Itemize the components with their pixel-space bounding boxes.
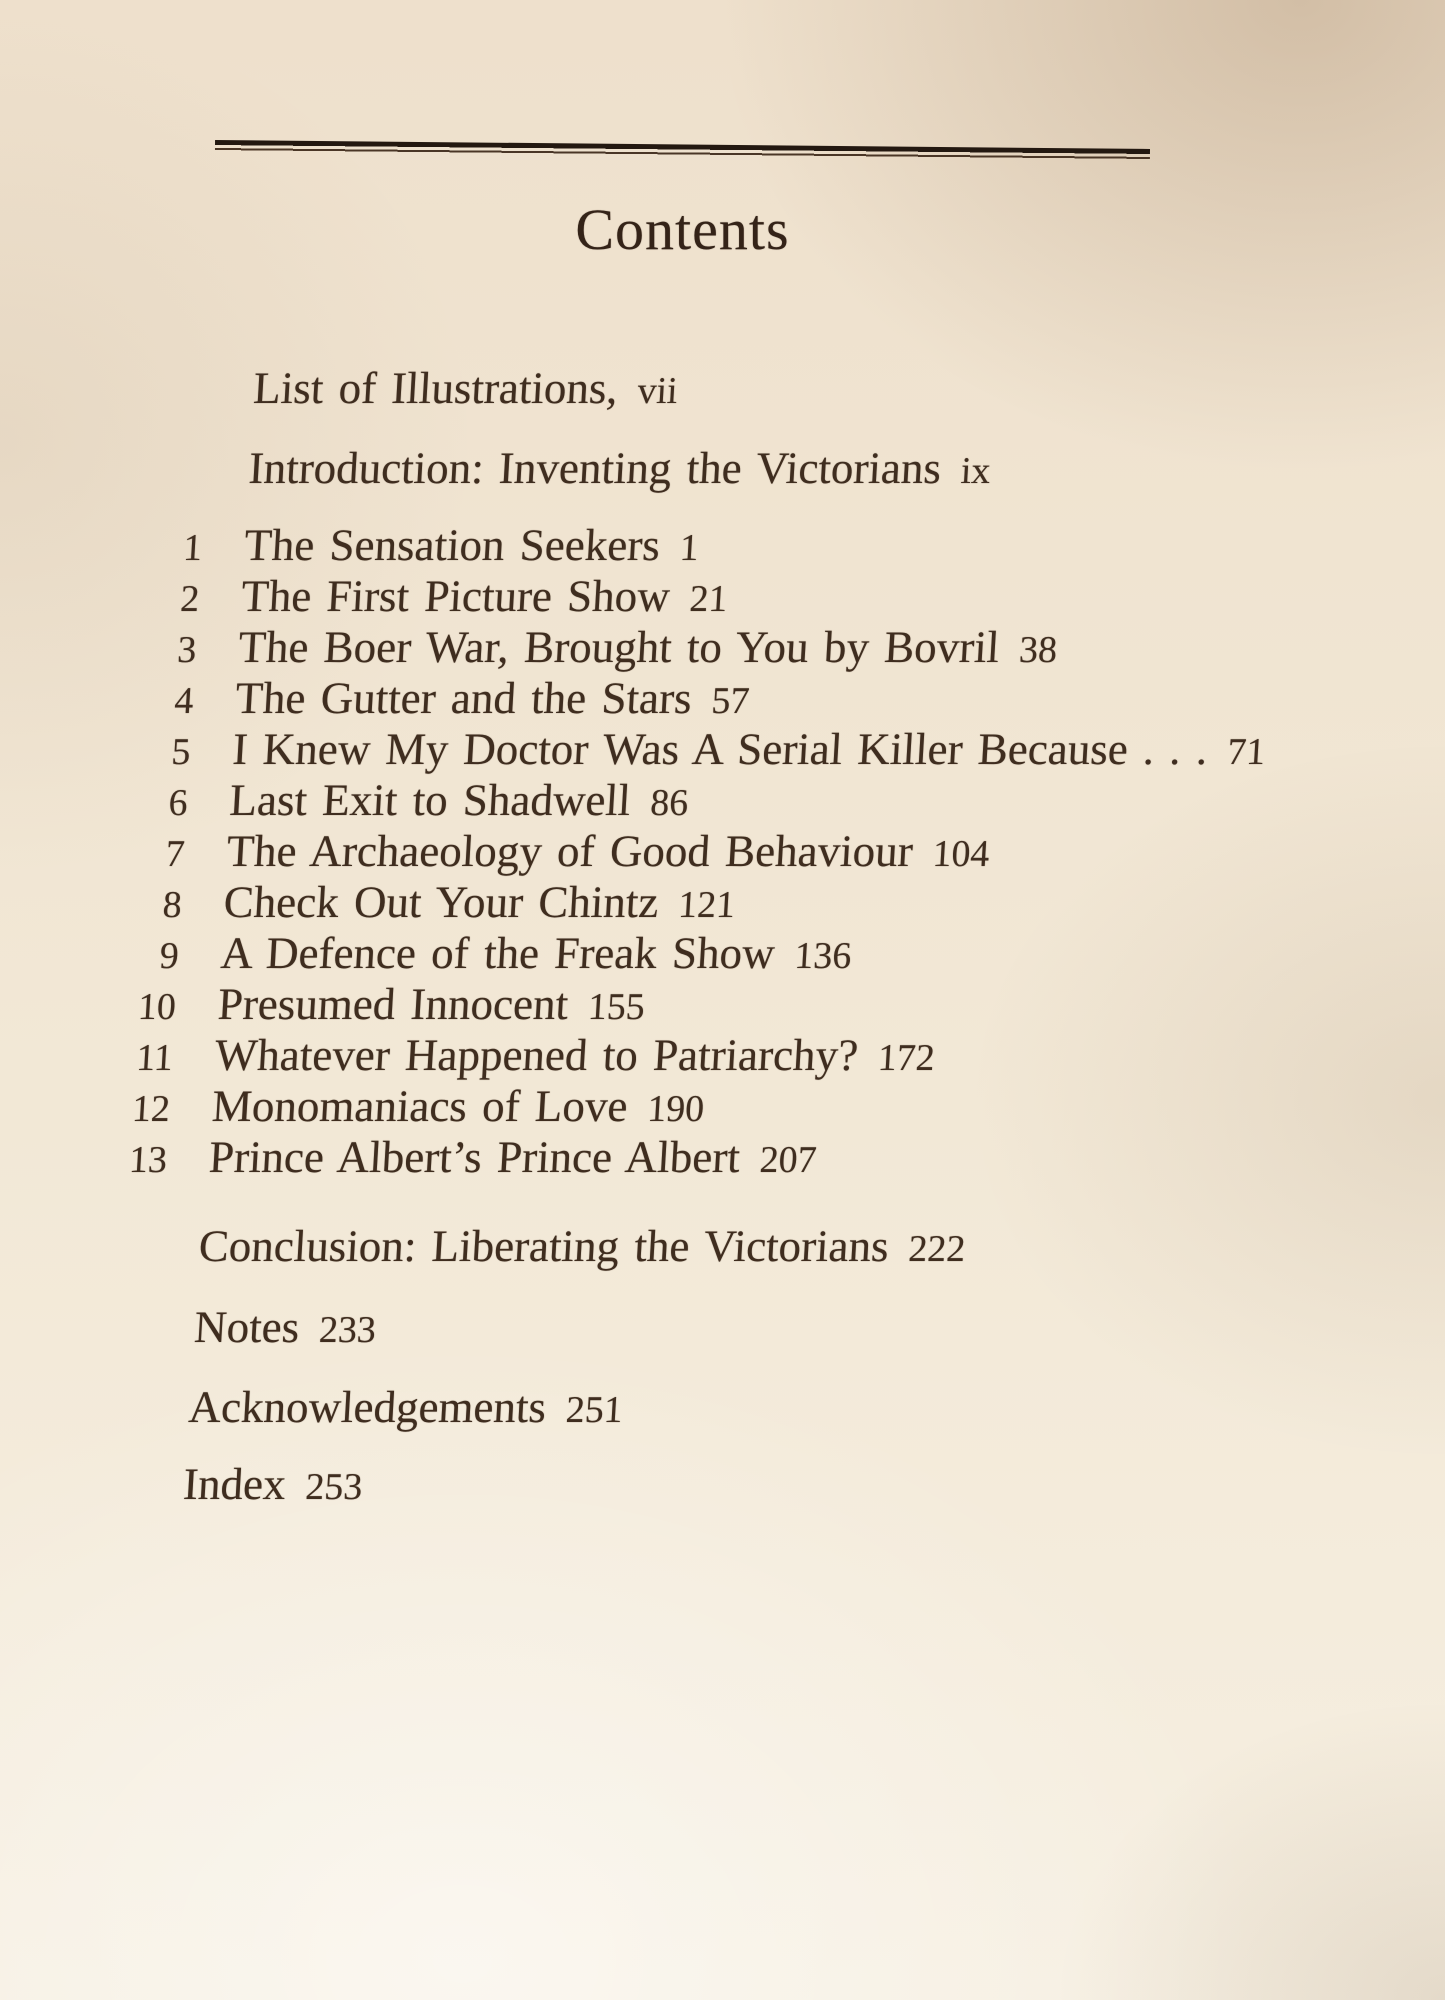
toc-front-matter-item [247, 442, 992, 494]
chapter-page-number: 86 [649, 782, 690, 824]
chapter-number: 7 [164, 833, 186, 875]
chapter-title: The Gutter and the Stars [234, 673, 694, 723]
chapter-page-number: 121 [677, 884, 737, 926]
back-matter-page-number: 222 [907, 1228, 967, 1270]
front-matter-label: List of Illustrations, [252, 363, 620, 413]
toc-chapter-row [99, 1030, 1250, 1081]
toc-chapter-row [113, 775, 1264, 826]
chapter-page-number: 207 [758, 1139, 818, 1181]
back-matter-label: Acknowledgements [187, 1382, 548, 1432]
chapter-number: 1 [182, 527, 204, 569]
back-matter-page-number: 251 [564, 1389, 624, 1431]
toc-chapter-row [107, 877, 1258, 928]
chapter-page-number: 57 [710, 680, 751, 722]
toc-chapter-row [116, 724, 1267, 775]
toc-back-matter-item [198, 1220, 967, 1272]
back-matter-label: Conclusion: Liberating the Victorians [197, 1221, 891, 1271]
toc-back-matter-item [187, 1381, 624, 1433]
chapter-title: Last Exit to Shadwell [228, 775, 633, 825]
page-title: Contents [575, 197, 790, 262]
front-matter-page-number: ix [959, 450, 992, 492]
chapter-title: Whatever Happened to Patriarchy? [213, 1030, 860, 1080]
chapter-number: 9 [158, 935, 180, 977]
back-matter-page-number: 253 [304, 1466, 364, 1508]
chapter-number: 10 [136, 986, 178, 1028]
chapter-number: 11 [135, 1037, 175, 1079]
chapter-title: A Defence of the Freak Show [219, 928, 777, 978]
chapter-number: 2 [179, 578, 201, 620]
chapter-page-number: 38 [1018, 629, 1059, 671]
chapter-page-number: 1 [678, 527, 700, 569]
toc-chapter-row [96, 1081, 1247, 1132]
chapter-number: 5 [170, 731, 192, 773]
chapter-number: 8 [161, 884, 183, 926]
back-matter-page-number: 233 [317, 1309, 378, 1351]
chapter-title: Check Out Your Chintz [222, 877, 660, 927]
front-matter-label: Introduction: Inventing the Victorians [247, 443, 943, 493]
toc-back-matter-item [193, 1301, 378, 1353]
chapter-title: The Sensation Seekers [243, 520, 662, 570]
chapter-title: Monomaniacs of Love [210, 1081, 630, 1131]
chapter-number: 13 [127, 1139, 169, 1181]
chapter-page-number: 21 [688, 578, 729, 620]
toc-chapter-row [104, 928, 1255, 979]
back-matter-label: Notes [192, 1302, 301, 1352]
toc-front-matter-item [252, 362, 679, 414]
toc-back-matter-item [182, 1458, 364, 1510]
chapter-page-number: 71 [1226, 731, 1267, 773]
chapter-number: 6 [167, 782, 189, 824]
chapter-page-number: 104 [931, 833, 991, 875]
chapter-title: Prince Albert’s Prince Albert [207, 1132, 742, 1182]
chapter-title: The Boer War, Brought to You by Bovril [237, 622, 1001, 672]
chapter-page-number: 190 [646, 1088, 706, 1130]
chapter-number: 4 [173, 680, 195, 722]
chapter-title: The First Picture Show [240, 571, 672, 621]
chapter-title: I Knew My Doctor Was A Serial Killer Because . . . [231, 724, 1210, 774]
chapter-number: 3 [176, 629, 198, 671]
toc-chapter-row [101, 979, 1252, 1030]
back-matter-label: Index [181, 1459, 288, 1509]
chapter-page-number: 155 [586, 986, 646, 1028]
double-rule [215, 140, 1150, 160]
toc-chapter-row [125, 571, 1276, 622]
toc-chapter-row [122, 622, 1273, 673]
front-matter-page-number: vii [636, 370, 679, 412]
chapter-number: 12 [130, 1088, 172, 1130]
chapter-title: The Archaeology of Good Behaviour [225, 826, 915, 876]
toc-chapter-row [119, 673, 1270, 724]
toc-chapter-row [93, 1132, 1244, 1183]
chapter-list [93, 520, 1279, 1183]
chapter-title: Presumed Innocent [216, 979, 570, 1029]
chapter-page-number: 172 [876, 1037, 936, 1079]
toc-chapter-row [110, 826, 1261, 877]
toc-chapter-row [128, 520, 1279, 571]
chapter-page-number: 136 [793, 935, 853, 977]
